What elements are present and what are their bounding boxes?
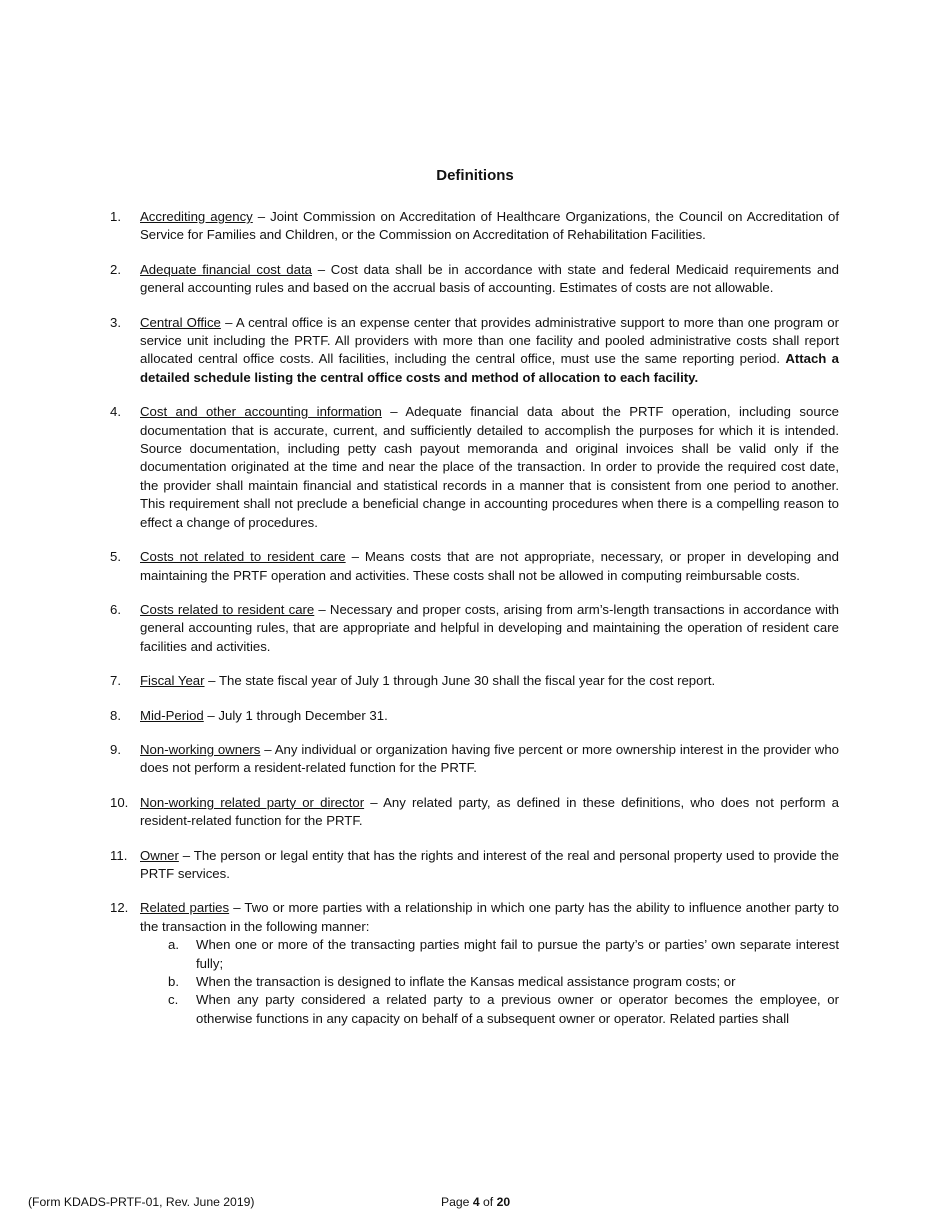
definition-text: – Means costs that are not appropriate, necessary, or proper in developing and maintaining the PRTF operation and activities. These costs shall not be allowed in computing reimbursable costs. [140,549,839,583]
definition-term: Fiscal Year [140,673,205,689]
sub-item-letter: b. [168,974,179,989]
definition-item [110,672,839,690]
definitions-list [110,208,839,1044]
sub-item-text: When any party considered a related party to a previous owner or operator becomes the employee, or otherwise functions in any capacity on behalf of a subsequent owner or operator. Related parties shall [196,992,839,1026]
definition-text: – Adequate financial data about the PRTF operation, including source documentation that is accurate, current, and sufficiently detailed to accomplish the purposes for which it is intended. Source documentation, including petty cash payout memoranda and original invoices shall be valid only if the documentation originated at the time and near the place of the transaction. In order to provide the required cost date, the provider shall maintain financial and statistical records in a manner that is consistent from one period to another. This requirement shall not preclude a beneficial change in accounting procedures when there is a compelling reason to effect a change of procedures. [140,404,839,530]
footer-form-id: (Form KDADS-PRTF-01, Rev. June 2019) [28,1195,255,1209]
definition-term: Accrediting agency [140,209,253,224]
page-title: Definitions [436,167,514,184]
definition-term: Non-working owners [140,741,261,757]
definition-item [110,403,839,532]
definition-term: Adequate financial cost data [140,261,312,277]
definition-term: Owner [140,847,179,863]
item-number: 8. [110,707,121,723]
item-number: 5. [110,549,121,565]
sub-item-letter: a. [168,937,179,953]
definition-term: Cost and other accounting information [140,404,382,420]
related-parties-sublist [140,936,839,1028]
definition-text: – Joint Commission on Accreditation of Healthcare Organizations, the Council on Accreditation of Service for Families and Children, or the Commission on Accreditation of Rehabilitation Facilities. [140,209,839,243]
definition-item [110,741,839,778]
definition-item [110,601,839,656]
item-number: 6. [110,601,121,617]
item-number: 7. [110,673,121,689]
definition-term: Related parties [140,900,230,916]
sub-item-text: When the transaction is designed to inflate the Kansas medical assistance program costs; or [196,974,736,989]
item-number: 2. [110,261,121,277]
definition-text: – Any related party, as defined in these definitions, who does not perform a resident-related function for the PRTF. [140,794,839,829]
definition-text: – The person or legal entity that has the rights and interest of the real and personal property used to provide the PRTF services. [140,847,839,881]
definition-text: – July 1 through December 31. [203,707,388,723]
definition-term: Mid-Period [140,707,204,723]
item-number: 4. [110,404,121,420]
definition-text: – A central office is an expense center that provides administrative support to more than one program or service unit including the PRTF. All providers with more than one facility and pooled administrative costs shall report allocated central office costs. All facilities, including the central office, must use the same reporting period. [140,314,839,367]
definition-item [110,261,839,298]
sub-item-text: When one or more of the transacting parties might fail to pursue the party’s or parties’ own separate interest fully; [196,937,839,971]
page-total: 20 [496,1195,511,1209]
sub-item [140,973,839,991]
definition-item [110,707,839,725]
sub-item [140,936,839,973]
definition-bold-instruction: Attach a detailed schedule listing the central office costs and method of allocation to each facility. [140,351,840,385]
sub-item [140,991,839,1028]
definition-item [110,794,839,831]
item-number: 11. [110,847,128,863]
item-number: 9. [110,741,121,757]
definition-item [110,899,839,1028]
item-number: 3. [110,314,121,330]
definition-text: – Necessary and proper costs, arising from arm’s-length transactions in accordance with general accounting rules, that are appropriate and helpful in developing and maintaining the operation of resident care facilities and activities. [140,601,839,654]
item-number: 12. [110,900,129,916]
definition-text: – Any individual or organization having five percent or more ownership interest in the provider who does not perform a resident-related function for the PRTF. [140,741,839,776]
item-number: 1. [110,209,121,224]
sub-item-letter: c. [168,992,179,1008]
page-prefix: Page [441,1195,473,1209]
definition-item [110,314,839,388]
item-number: 10. [110,794,129,810]
definition-text: – Two or more parties with a relationship in which one party has the ability to influence another party to the transaction in the following manner: [140,900,839,934]
definition-item [110,548,839,585]
page-current: 4 [472,1195,480,1209]
page-of: of [479,1195,497,1209]
footer-page-number [441,1195,510,1209]
definition-term: Costs related to resident care [140,601,315,617]
definition-item [110,208,839,245]
definition-term: Central Office [140,314,221,330]
definition-item [110,847,839,884]
definition-term: Costs not related to resident care [140,549,346,565]
definition-text: – The state fiscal year of July 1 through June 30 shall the fiscal year for the cost report. [204,673,716,689]
definition-term: Non-working related party or director [140,794,365,810]
definition-text: – Cost data shall be in accordance with state and federal Medicaid requirements and general accounting rules and based on the accrual basis of accounting. Estimates of costs are not allowable. [140,261,839,296]
